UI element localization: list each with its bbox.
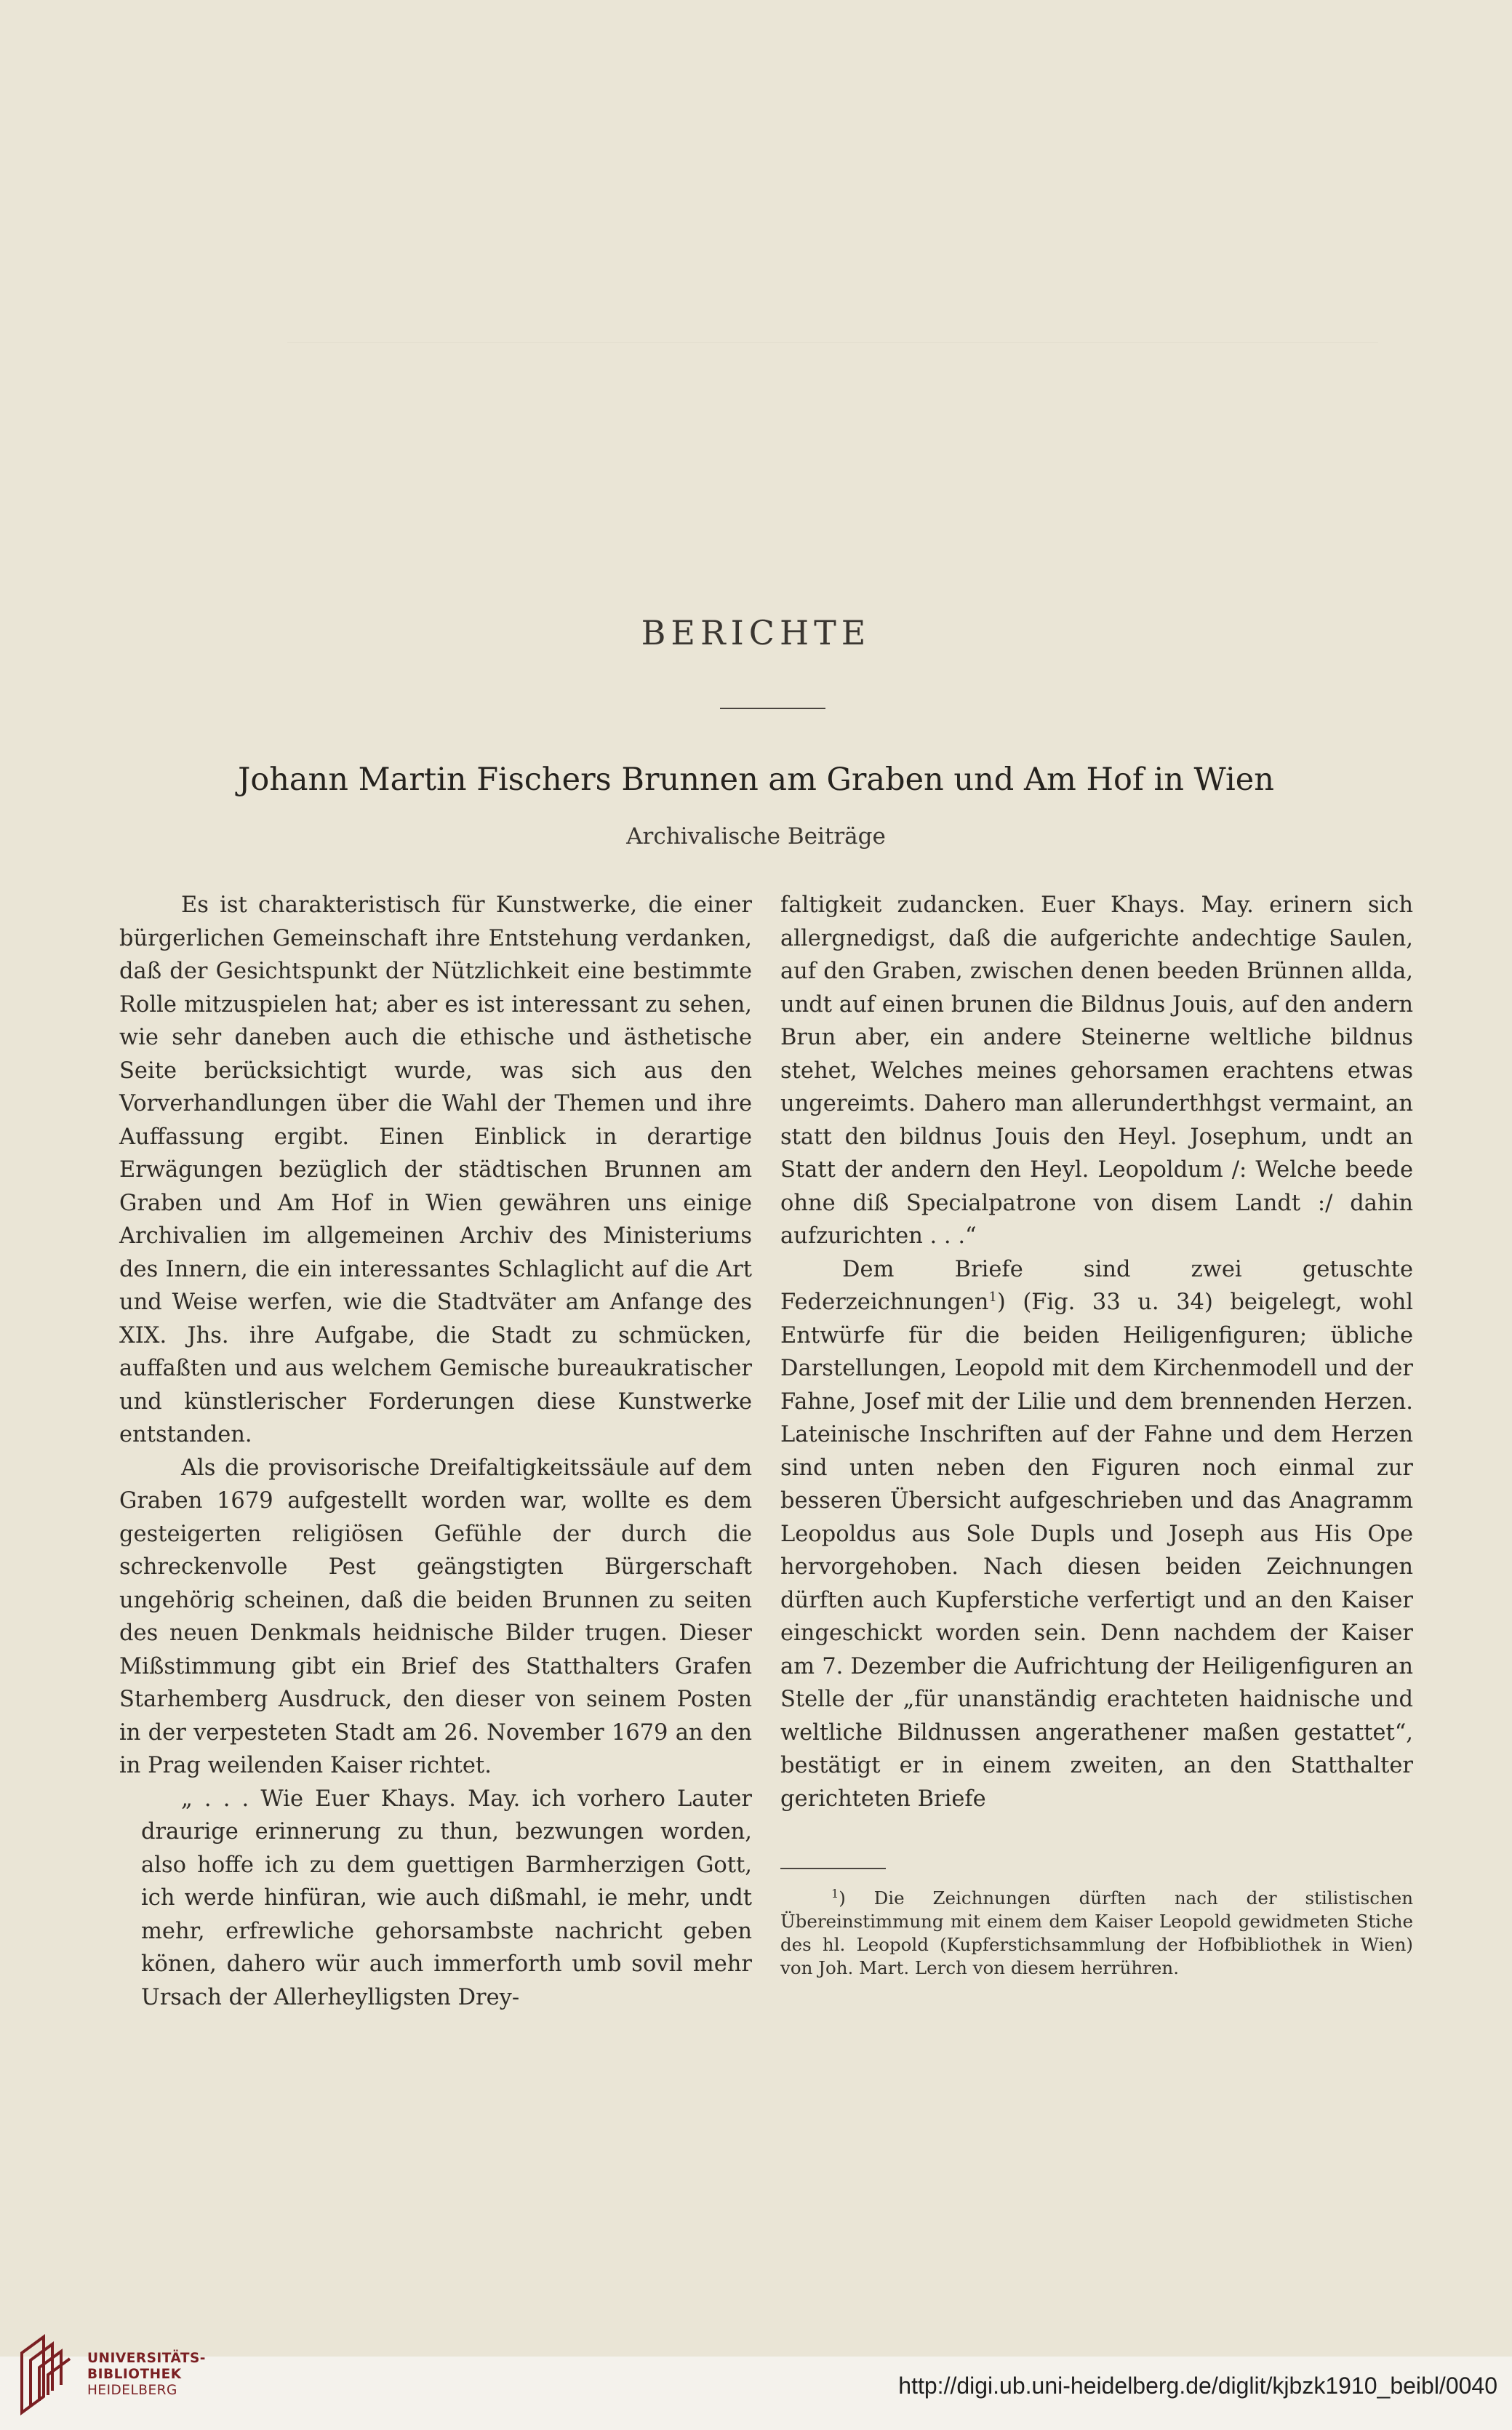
right-column: [780, 889, 1413, 1815]
section-heading: BERICHTE: [641, 613, 871, 652]
right-paragraph-2: [780, 1253, 1413, 1816]
footnote-reference: 1: [988, 1289, 997, 1305]
left-column: [119, 889, 752, 2014]
footnote: [780, 1887, 1413, 1980]
letter-quote: „ . . . Wie Euer Khays. May. ich vorhero Lauter draurige erinnerung zu thun, bezwungen worden, also hoffe ich zu dem guettigen Barmherzigen Gott, ich werde hinfüran, wie auch dißmahl, ie mehr, undt mehr, erfrewliche gehorsambste nachricht geben könen, dahero wür auch immerforth umb sovil mehr Ursach der Allerheylligsten Drey-: [141, 1786, 752, 2010]
library-name: [87, 2351, 206, 2399]
library-name-line-2: BIBLIOTHEK: [87, 2367, 182, 2382]
footnote-text: ) Die Zeichnungen dürften nach der stilistischen Übereinstimmung mit einem dem Kaiser Leopold gewidmeten Stiche des hl. Leopold (Kupferstichsammlung der Hofbibliothek in Wien) von Joh. Mart. Lerch von diesem herrühren.: [780, 1887, 1413, 1978]
heading-divider: [720, 708, 825, 709]
footnote-divider: [780, 1868, 886, 1869]
article-title: Johann Martin Fischers Brunnen am Graben und Am Hof in Wien: [238, 762, 1274, 798]
right-paragraph-2-rest: ) (Fig. 33 u. 34) beigelegt, wohl Entwürfe für die beiden Heiligenfiguren; übliche Darstellungen, Leopold mit dem Kirchenmodell und der Fahne, Josef mit der Lilie und dem brennenden Herzen. Lateinische Inschriften auf der Fahne und dem Herzen sind unten neben den Figuren noch einmal zur besseren Übersicht aufgeschrieben und das Anagramm Leopoldus aus Sole Dupls und Joseph aus His Ope hervorgehoben. Nach diesen beiden Zeichnungen dürften auch Kupferstiche verfertigt und an den Kaiser eingeschickt worden sein. Denn nachdem der Kaiser am 7. Dezember die Aufrichtung der Heiligenfiguren an Stelle der „für unanständig erachteten haidnische und weltliche Bildnussen angerathener maßen gestattet“, bestätigt er in einem zweiten, an den Statthalter gerichteten Briefe: [780, 1290, 1413, 1812]
right-paragraph-1: faltigkeit zudancken. Euer Khays. May. erinern sich allergnedigst, daß die aufgerichte andechtige Saulen, auf den Graben, zwischen denen beeden Brünnen allda, undt auf einen brunen die Bildnus Jouis, auf den andern Brun aber, ein andere Steinerne weltliche bildnus stehet, Welches meines gehorsamen erachtens etwas ungereimts. Dahero man allerunderthhgst vermaint, an statt den bildnus Jouis den Heyl. Josephum, undt an Statt der andern den Heyl. Leopoldum /: Welche beede ohne diß Specialpatrone von disem Landt :/ dahin aufzurichten . . .“: [780, 892, 1413, 1249]
left-paragraph-2: Als die provisorische Dreifaltigkeitssäule auf dem Graben 1679 aufgestellt worden war, wollte es dem gesteigerten religiösen Gefühle der durch die schreckenvolle Pest geängstigten Bürgerschaft ungehörig scheinen, daß die beiden Brunnen zu seiten des neuen Denkmals heidnische Bilder trugen. Dieser Mißstimmung gibt ein Brief des Statthalters Grafen Starhemberg Ausdruck, den dieser von seinem Posten in der verpesteten Stadt am 26. November 1679 an den in Prag weilenden Kaiser richtet.: [119, 1455, 752, 1778]
library-name-line-3: HEIDELBERG: [87, 2383, 177, 2398]
library-name-line-1: UNIVERSITÄTS-: [87, 2351, 206, 2366]
article-subtitle: Archivalische Beiträge: [626, 823, 886, 850]
left-paragraph-1: Es ist charakteristisch für Kunstwerke, die einer bürgerlichen Gemeinschaft ihre Entstehung verdanken, daß der Gesichtspunkt der Nützlichkeit eine bestimmte Rolle mitzuspielen hat; aber es ist interessant zu sehen, wie sehr daneben auch die ethische und ästhetische Seite berücksichtigt wurde, was sich aus den Vorverhandlungen über die Wahl der Themen und ihre Auffassung ergibt. Einen Einblick in derartige Erwägungen bezüglich der städtischen Brunnen am Graben und Am Hof in Wien gewähren uns einige Archivalien im allgemeinen Archiv des Ministeriums des Innern, die ein interessantes Schlaglicht auf die Art und Weise werfen, wie die Stadtväter am Anfange des XIX. Jhs. ihre Aufgabe, die Stadt zu schmücken, auffaßten und aus welchem Gemische bureaukratischer und künstlerischer Forderungen diese Kunstwerke entstanden.: [119, 892, 752, 1447]
right-paragraph-2-start: Dem Briefe sind zwei getuschte Federzeichnungen: [780, 1256, 1413, 1315]
source-url-link[interactable]: http://digi.ub.uni-heidelberg.de/diglit/kjbzk1910_beibl/0040: [898, 2373, 1497, 2399]
footnote-marker: 1: [831, 1886, 839, 1901]
page-fold-line: [287, 342, 1378, 343]
library-logo-icon: [15, 2331, 74, 2417]
